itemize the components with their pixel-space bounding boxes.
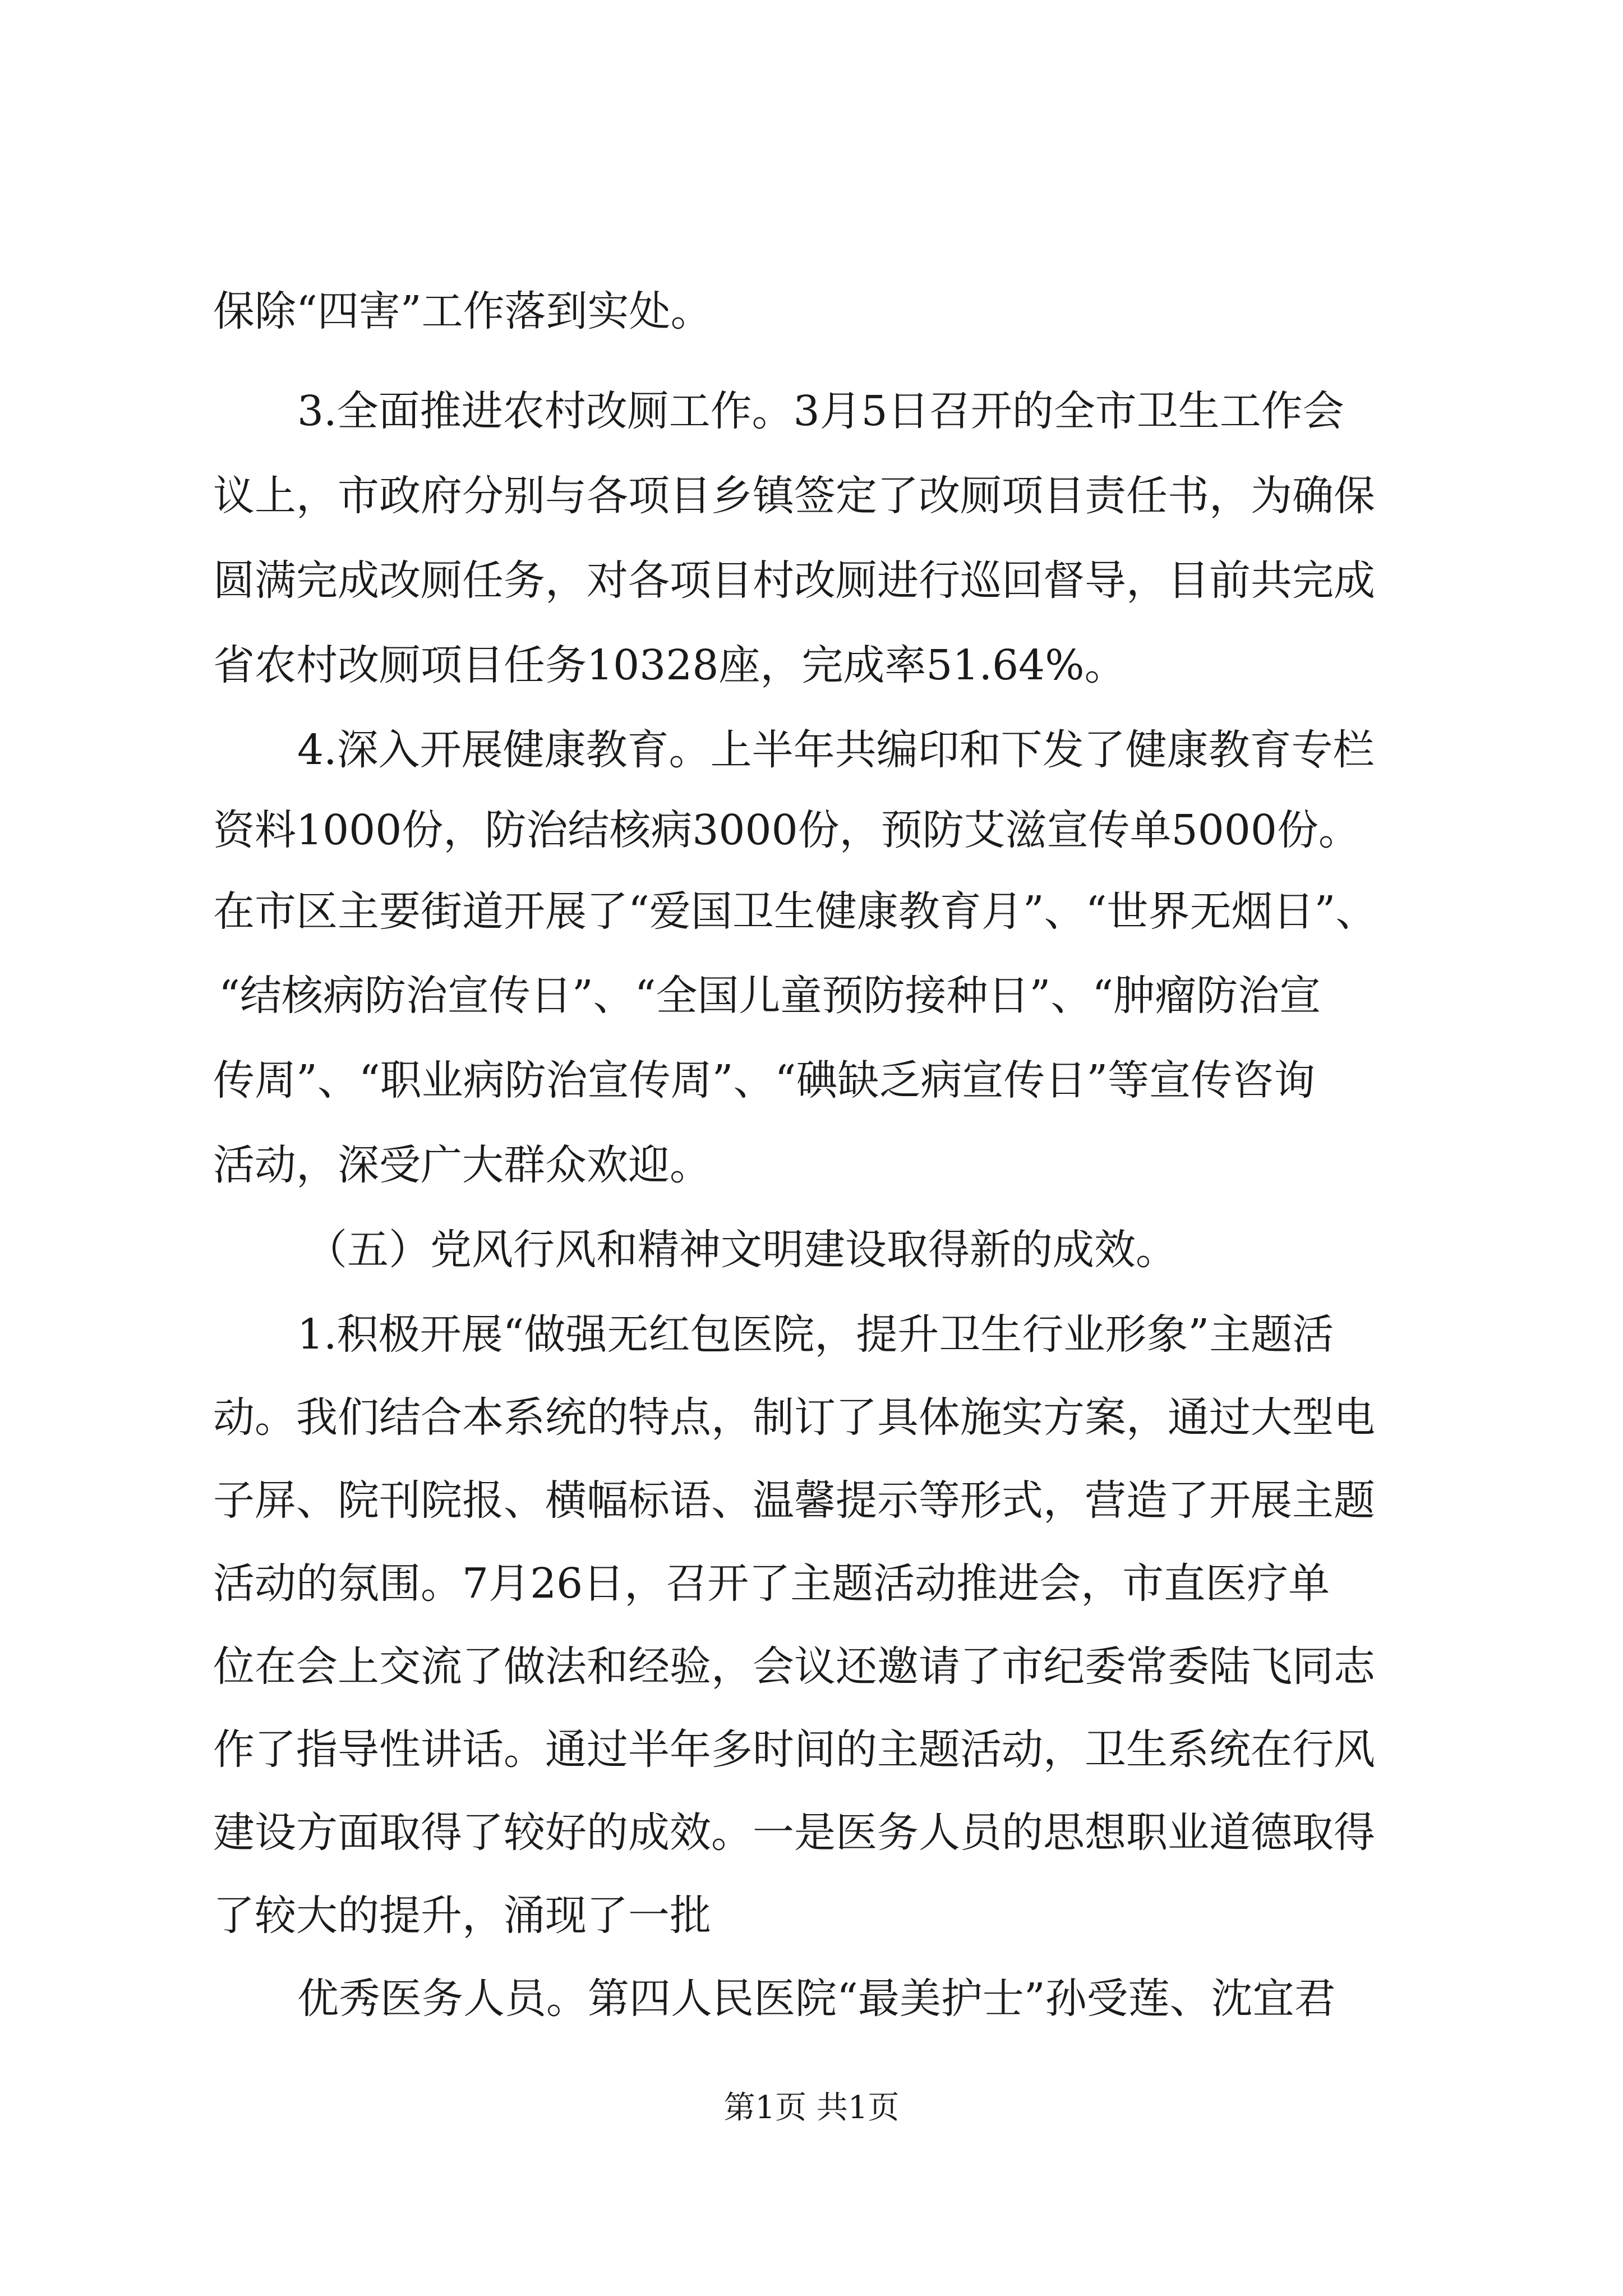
text-line: 省农村改厕项目任务10328座，完成率51.64%。 <box>213 641 1126 689</box>
text-line: 建设方面取得了较好的成效。一是医务人员的思想职业道德取得 <box>213 1809 1375 1857</box>
text-line: 保除“四害”工作落到实处。 <box>213 287 712 335</box>
text-line: 活动，深受广大群众欢迎。 <box>213 1141 711 1189</box>
text-line: 活动的氛围。7月26日，召开了主题活动推进会，市直医疗单 <box>213 1559 1330 1608</box>
text-line: 1.积极开展“做强无红包医院，提升卫生行业形象”主题活 <box>297 1310 1334 1359</box>
page-footer: 第1页 共1页 <box>723 2090 900 2126</box>
text-line: 了较大的提升，涌现了一批 <box>213 1892 711 1940</box>
section-heading: （五）党风行风和精神文明建设取得新的成效。 <box>306 1226 1177 1274</box>
text-line: 子屏、院刊院报、横幅标语、温馨提示等形式，营造了开展主题 <box>213 1476 1375 1525</box>
text-line: 资料1000份，防治结核病3000份，预防艾滋宣传单5000份。 <box>213 806 1360 854</box>
text-line: 4.深入开展健康教育。上半年共编印和下发了健康教育专栏 <box>297 726 1375 774</box>
text-line: 动。我们结合本系统的特点，制订了具体施实方案，通过大型电 <box>213 1393 1375 1442</box>
text-line: 优秀医务人员。第四人民医院“最美护士”孙受莲、沈宜君 <box>297 1975 1336 2023</box>
text-line: 议上，市政府分别与各项目乡镇签定了改厕项目责任书，为确保 <box>213 472 1375 520</box>
text-line: 圆满完成改厕任务，对各项目村改厕进行巡回督导，目前共完成 <box>213 556 1375 605</box>
text-line: 在市区主要街道开展了“爱国卫生健康教育月”、“世界无烟日”、 <box>213 887 1377 936</box>
text-line: 传周”、“职业病防治宣传周”、“碘缺乏病宣传日”等宣传咨询 <box>213 1056 1316 1105</box>
text-line: 位在会上交流了做法和经验，会议还邀请了市纪委常委陆飞同志 <box>213 1642 1375 1691</box>
text-line: “结核病防治宣传日”、“全国儿童预防接种日”、“肿瘤防治宣 <box>219 972 1321 1020</box>
text-line: 3.全面推进农村改厕工作。3月5日召开的全市卫生工作会 <box>297 387 1344 435</box>
text-line: 作了指导性讲话。通过半年多时间的主题活动，卫生系统在行风 <box>213 1726 1375 1774</box>
